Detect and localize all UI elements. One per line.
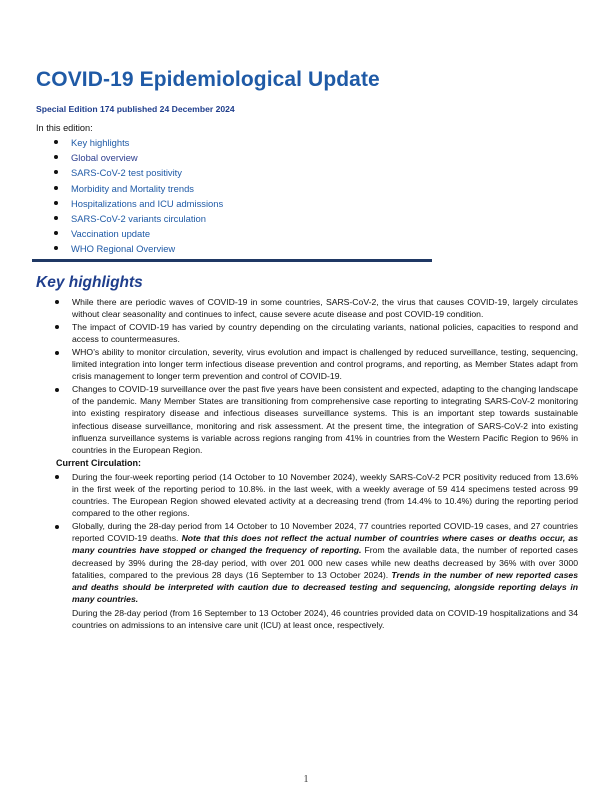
toc-link-variants[interactable]: SARS-CoV-2 variants circulation (71, 213, 206, 225)
toc-link-regional-overview[interactable]: WHO Regional Overview (71, 243, 176, 255)
page-number: 1 (303, 774, 309, 785)
toc-link-key-highlights[interactable]: Key highlights (71, 137, 130, 148)
circulation-text: Globally, during the 28-day period from 14 October to 10 November 2024, 77 countries reported COVID-19 cases, and 27 countries reported COVID-19 deaths. (72, 521, 578, 544)
highlight-item: Changes to COVID-19 surveillance over the past five years have been consistent and expected, adapting to the changing landscape of the pandemic. Many Member States are transitioning from comprehensive case reporting to integrating SARS-CoV-2 monitoring into existing respiratory disease and infectious diseases surveillance systems. This is an important step towards sustainable infectious disease surveillance, monitoring and risk assessment. At the present time, the integration of SARS-CoV-2 into existing influenza surveillance systems is variable across regions ranging from 41% in countries from the Western Pacific Region to 96% in countries in the European Region. (72, 384, 578, 455)
reporting-note: Note that this does not reflect the actual number of countries where cases or deaths occur, as many countries have stopped or changed the frequency of reporting. (72, 533, 578, 556)
circulation-list (36, 471, 578, 605)
toc-item (52, 150, 578, 165)
page-title: COVID-19 Epidemiological Update (36, 68, 380, 91)
section-title-key-highlights: Key highlights (36, 273, 143, 291)
toc-item (52, 241, 578, 256)
toc-item (52, 196, 578, 211)
toc-link-hospitalizations[interactable]: Hospitalizations and ICU admissions (71, 197, 224, 209)
toc-item (52, 226, 578, 241)
toc-link-global-overview[interactable]: Global overview (71, 152, 138, 164)
trend-caution-note: Trends in the number of new reported cases and deaths should be interpreted with caution due to decreased testing and sequencing, alongside reporting delays in many countries. (72, 569, 578, 604)
document-page (36, 66, 578, 631)
section-divider (32, 259, 432, 262)
toc-link-morbidity-mortality[interactable]: Morbidity and Mortality trends (71, 182, 194, 194)
edition-intro: In this edition: (36, 123, 93, 133)
edition-subtitle: Special Edition 174 published 24 December 2024 (36, 104, 235, 114)
circulation-text: From the available data, the number of reported cases decreased by 39% during the 28-day period, with over 201 000 new cases while new deaths decreased by 36% with over 3000 fatalities, compared to the previous 28 days (16 September to 13 October 2024). (72, 545, 578, 580)
toc-item (52, 165, 578, 180)
current-circulation-heading: Current Circulation: (56, 457, 142, 468)
toc-item (52, 181, 578, 196)
toc-item (52, 211, 578, 226)
highlights-list (36, 296, 578, 456)
toc-link-test-positivity[interactable]: SARS-CoV-2 test positivity (71, 167, 182, 179)
toc-item (52, 135, 578, 150)
toc-link-vaccination[interactable]: Vaccination update (71, 228, 151, 240)
circulation-item: During the four-week reporting period (14 October to 10 November 2024), weekly SARS-CoV-2 PCR positivity reduced from 13.6% in the first week of the reporting period to 10.8%. in the last week, with a weekly average of 59 414 specimens tested across 99 countries. The European Region showed elevated activity at a decreasing trend (from 14.4% to 10.4%) during the reporting period compared to the other regions. (72, 471, 578, 519)
circulation-item (72, 520, 578, 605)
highlight-item: While there are periodic waves of COVID-19 in some countries, SARS-CoV-2, the virus that causes COVID-19, largely circulates without clear seasonality and continues to infect, cause severe acute disease and post COVID-19 condition. (72, 296, 578, 319)
hospitalization-paragraph: During the 28-day period (from 16 September to 13 October 2024), 46 countries provided data on COVID-19 hospitalizations and 34 countries on admissions to an intensive care unit (ICU) at least once, respectively. (72, 607, 578, 630)
highlight-item: WHO’s ability to monitor circulation, severity, virus evolution and impact is challenged by reduced surveillance, testing, sequencing, limited integration into longer term infectious disease prevention and control programs, and reporting, as Member States adapt from crisis management to longer term prevention and control of COVID-19. (72, 347, 578, 382)
highlight-item: The impact of COVID-19 has varied by country depending on the circulating variants, national policies, capacities to respond and access to countermeasures. (72, 321, 578, 344)
table-of-contents (36, 135, 578, 257)
